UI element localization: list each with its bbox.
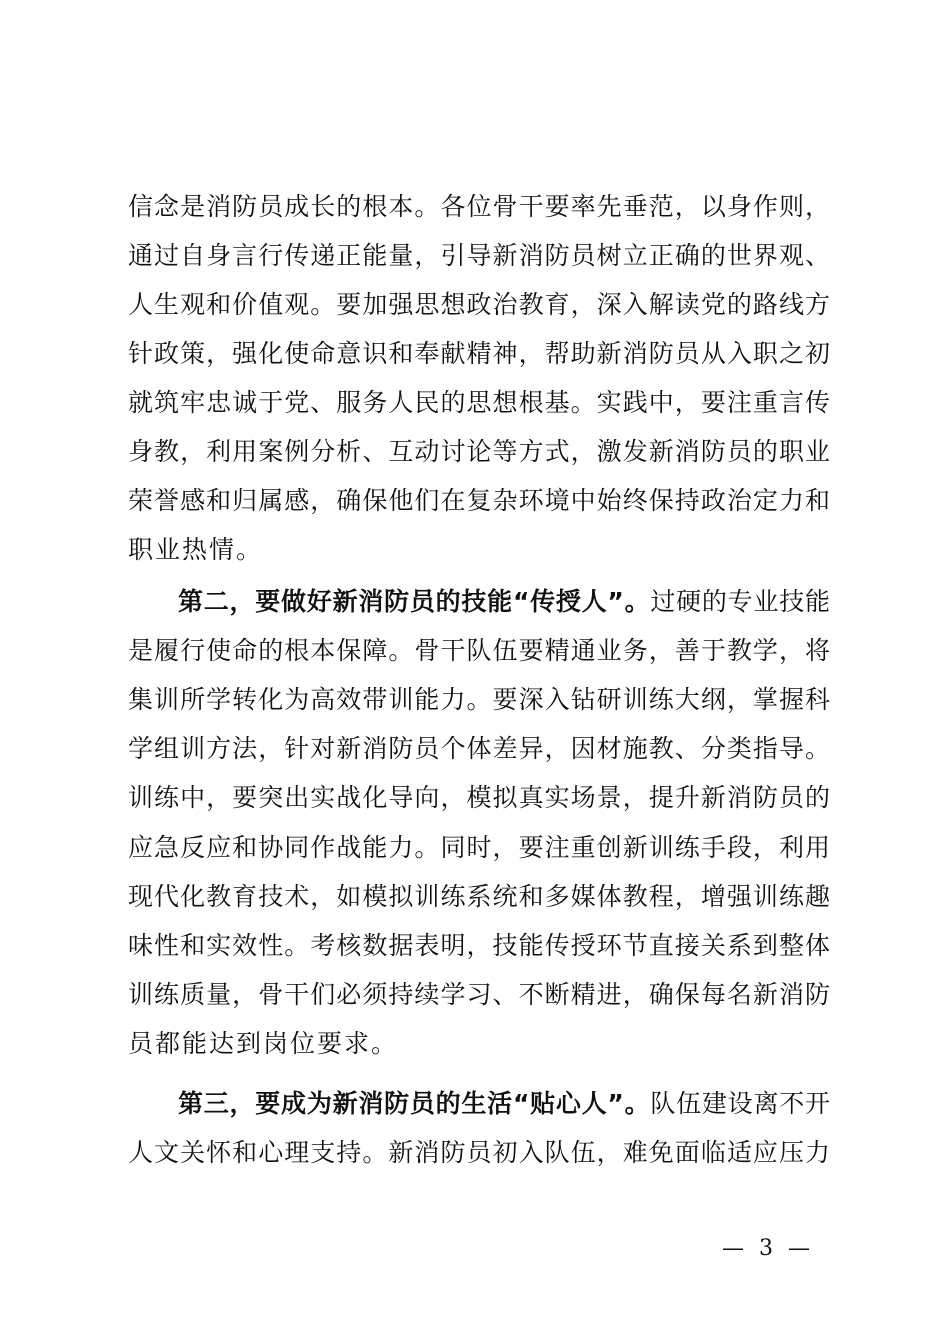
page-number: — 3 — [722, 1236, 814, 1261]
text-line: 职业热情。 [128, 535, 264, 564]
text-line: 学组训方法，针对新消防员个体差异，因材施教、分类指导。 [128, 734, 830, 763]
text-line: 训练质量，骨干们必须持续学习、不断精进，确保每名新消防 [128, 980, 830, 1009]
text-line: 现代化教育技术，如模拟训练系统和多媒体教程，增强训练趣 [128, 882, 830, 911]
text-line: 味性和实效性。考核数据表明，技能传授环节直接关系到整体 [128, 931, 830, 960]
section-heading: 第三，要成为新消防员的生活“贴心人”。 [178, 1089, 651, 1118]
text-line: 就筑牢忠诚于党、服务人民的思想根基。实践中，要注重言传 [128, 388, 830, 417]
text-line: 集训所学转化为高效带训能力。要深入钻研训练大纲，掌握科 [128, 685, 830, 714]
text-line: 人文关怀和心理支持。新消防员初入队伍，难免面临适应压力 [128, 1138, 830, 1167]
text-line: 人生观和价值观。要加强思想政治教育，深入解读党的路线方 [128, 290, 830, 319]
section-heading: 第二，要做好新消防员的技能“传授人”。 [178, 587, 651, 616]
text-line: 通过自身言行传递正能量，引导新消防员树立正确的世界观、 [128, 241, 830, 270]
text-line: 针政策，强化使命意识和奉献精神，帮助新消防员从入职之初 [128, 339, 830, 368]
text-span: 队伍建设离不开 [650, 1089, 830, 1118]
text-line: 员都能达到岗位要求。 [128, 1029, 399, 1058]
text-line: 应急反应和协同作战能力。同时，要注重创新训练手段，利用 [128, 833, 830, 862]
text-span: 过硬的专业技能 [650, 587, 830, 616]
text-line: 信念是消防员成长的根本。各位骨干要率先垂范，以身作则， [128, 192, 830, 221]
text-line: 训练中，要突出实战化导向，模拟真实场景，提升新消防员的 [128, 783, 830, 812]
text-line: 荣誉感和归属感，确保他们在复杂环境中始终保持政治定力和 [128, 486, 830, 515]
section-heading-line [178, 586, 830, 618]
text-line: 是履行使命的根本保障。骨干队伍要精通业务，善于教学，将 [128, 636, 830, 665]
section-heading-line [178, 1088, 830, 1120]
text-line: 身教，利用案例分析、互动讨论等方式，激发新消防员的职业 [128, 437, 830, 466]
